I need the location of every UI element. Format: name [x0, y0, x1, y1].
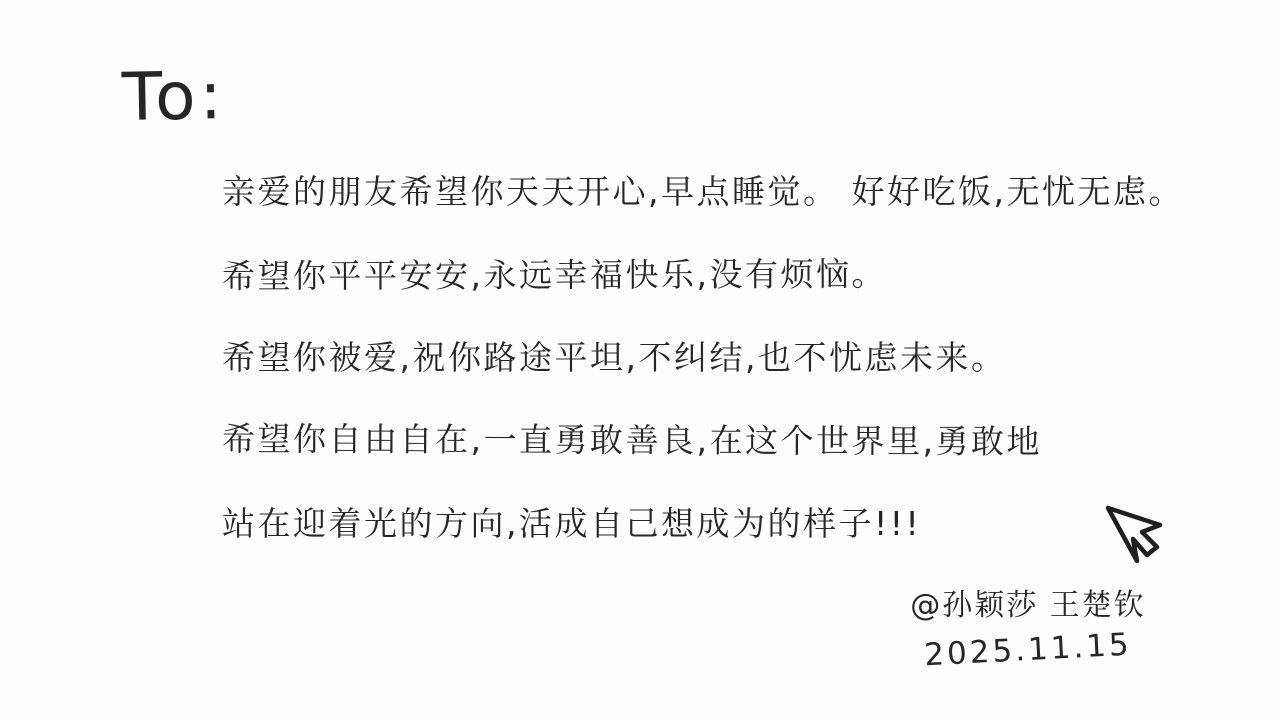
note-line-1: 亲爱的朋友希望你天天开心,早点睡觉。 好好吃饭,无忧无虑。: [222, 172, 1184, 211]
cursor-arrow-icon: [1096, 498, 1170, 580]
signature-block: [888, 580, 1168, 674]
note-line-3: 希望你被爱,祝你路途平坦,不纠结,也不忧虑未来。: [222, 338, 1007, 377]
note-line-5: 站在迎着光的方向,活成自己想成为的样子!!!: [222, 504, 922, 543]
note-body: [222, 168, 1222, 583]
signature-date: 2025.11.15: [923, 626, 1133, 674]
note-line-2: 希望你平平安安,永远幸福快乐,没有烦恼。: [221, 254, 887, 296]
salutation-to: To:: [121, 57, 227, 136]
note-line-4: 希望你自由自在,一直勇敢善良,在这个世界里,勇敢地: [221, 419, 1043, 462]
signature-names: @孙颖莎 王楚钦: [910, 588, 1146, 623]
